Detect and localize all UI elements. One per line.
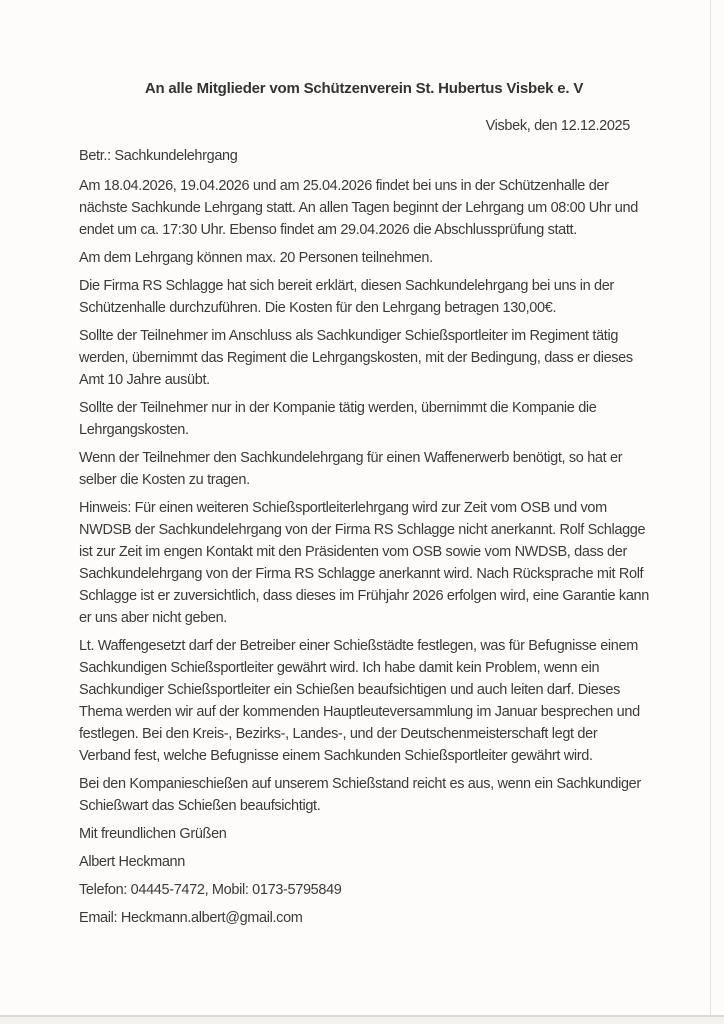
page-edge-right-line (710, 0, 711, 1016)
letter-closing: Mit freundlichen Grüßen (79, 826, 227, 842)
letter-paragraph-waffenerwerb: Wenn der Teilnehmer den Sachkundelehrgang für einen Waffenerwerb benötigt, so hat er selber die Kosten zu tragen. (79, 450, 623, 488)
letter-signer: Albert Heckmann (79, 854, 185, 870)
letter-paragraph-dates: Am 18.04.2026, 19.04.2026 und am 25.04.2026 findet bei uns in der Schützenhalle der nächste Sachkunde Lehrgang statt. An allen Tagen beginnt der Lehrgang um 08:00 Uhr und endet um ca. 17:30 Uhr. Ebenso findet am 29.04.2026 die Abschlussprüfung statt. (79, 178, 638, 238)
letter-body (79, 78, 649, 929)
letter-paragraph-costs: Die Firma RS Schlagge hat sich bereit erklärt, diesen Sachkundelehrgang bei uns in der Schützenhalle durchzuführen. Die Kosten für den Lehrgang betragen 130,00€. (79, 278, 614, 316)
letter-date: Visbek, den 12.12.2025 (485, 118, 630, 134)
letter-paragraph-hinweis: Hinweis: Für einen weiteren Schießsportleiterlehrgang wird zur Zeit vom OSB und vom NWDSB der Sachkundelehrgang von der Firma RS Schlagge nicht anerkannt. Rolf Schlagge ist zur Zeit im engen Kontakt mit den Präsidenten vom OSB sowie vom NWDSB, dass der Sachkundelehrgang von der Firma RS Schlagge anerkannt wird. Nach Rücksprache mit Rolf Schlagge ist er zuversichtlich, dass dieses im Frühjahr 2026 erfolgen wird, eine Garantie kann er uns aber nicht geben. (79, 500, 649, 626)
letter-paragraph-max-persons: Am dem Lehrgang können max. 20 Personen teilnehmen. (79, 250, 433, 266)
letter-phone-line: Telefon: 04445-7472, Mobil: 0173-5795849 (79, 882, 342, 898)
letter-subject: Betr.: Sachkundelehrgang (79, 148, 238, 164)
letter-paragraph-regiment: Sollte der Teilnehmer im Anschluss als Sachkundiger Schießsportleiter im Regiment tätig werden, übernimmt das Regiment die Lehrgangskosten, mit der Bedingung, dass er dieses Amt 10 Jahre ausübt. (79, 328, 633, 388)
scanner-bed-strip (0, 1017, 724, 1024)
letter-paragraph-kompanie: Sollte der Teilnehmer nur in der Kompanie tätig werden, übernimmt die Kompanie die Lehrgangskosten. (79, 400, 597, 438)
letter-email-line: Email: Heckmann.albert@gmail.com (79, 910, 303, 926)
letter-paragraph-waffengesetz: Lt. Waffengesetzt darf der Betreiber einer Schießstädte festlegen, was für Befugnisse einem Sachkundigen Schießsportleiter gewährt wird. Ich habe damit kein Problem, wenn ein Sachkundiger Schießsportleiter ein Schießen beaufsichtigen und auch leiten darf. Dieses Thema werden wir auf der kommenden Hauptleuteversammlung im Januar besprechen und festlegen. Bei den Kreis-, Bezirks-, Landes-, und der Deutschenmeisterschaft legt der Verband fest, welche Befugnisse einem Sachkunden Schießsportleiter gewährt wird. (79, 638, 640, 764)
letter-title: An alle Mitglieder vom Schützenverein St. Hubertus Visbek e. V (144, 80, 584, 97)
letter-paragraph-kompanieschiessen: Bei den Kompanieschießen auf unserem Schießstand reicht es aus, wenn ein Sachkundiger Schießwart das Schießen beaufsichtigt. (79, 776, 641, 814)
